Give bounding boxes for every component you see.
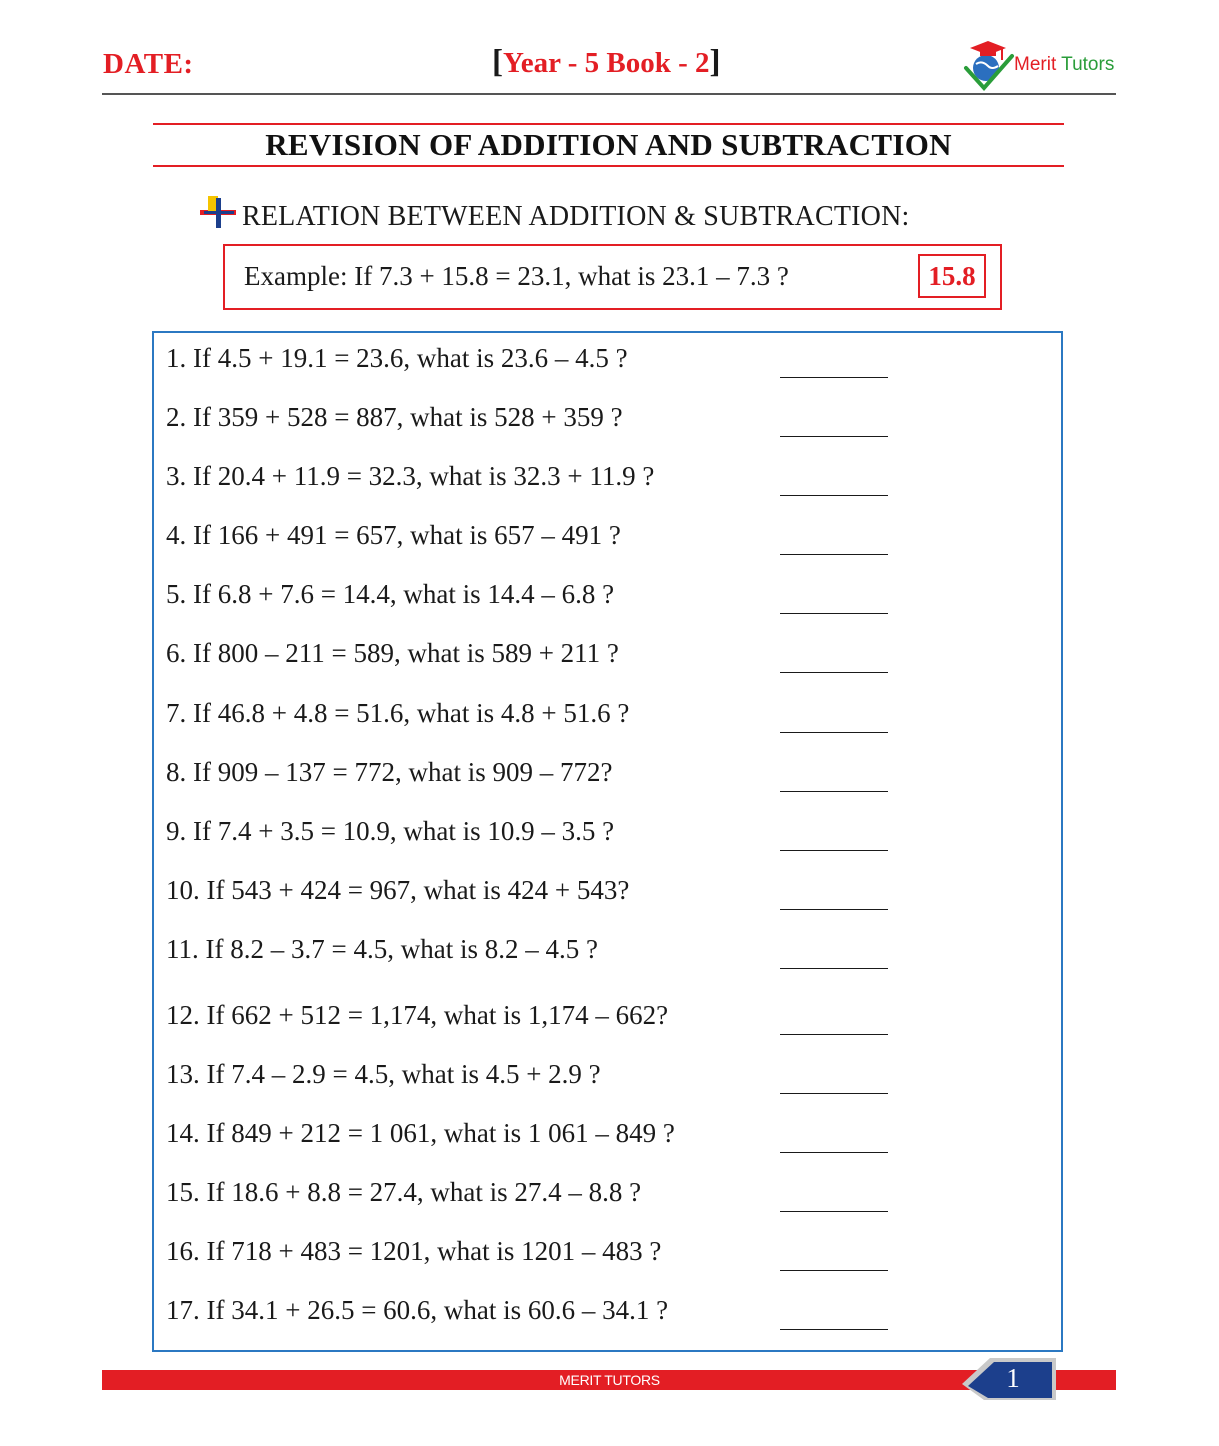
question-text: 3. If 20.4 + 11.9 = 32.3, what is 32.3 + 11.9 ?	[166, 461, 655, 491]
question-row	[166, 934, 1046, 974]
question-text: 16. If 718 + 483 = 1201, what is 1201 – 483 ?	[166, 1236, 662, 1266]
logo-merit-text: Merit	[1014, 54, 1057, 75]
question-row	[166, 638, 1046, 678]
header-divider	[102, 93, 1116, 95]
footer-brand: MERIT TUTORS	[559, 1372, 660, 1388]
question-row	[166, 520, 1046, 560]
section-heading: RELATION BETWEEN ADDITION & SUBTRACTION:	[242, 201, 910, 232]
answer-blank[interactable]	[780, 1211, 888, 1212]
page-number: 1	[1006, 1363, 1020, 1393]
question-text: 1. If 4.5 + 19.1 = 23.6, what is 23.6 – 4.5 ?	[166, 343, 628, 373]
question-text: 2. If 359 + 528 = 887, what is 528 + 359 ?	[166, 402, 623, 432]
answer-blank[interactable]	[780, 436, 888, 437]
question-text: 13. If 7.4 – 2.9 = 4.5, what is 4.5 + 2.9 ?	[166, 1059, 601, 1089]
question-row	[166, 1000, 1046, 1040]
questions-box	[152, 331, 1063, 1352]
question-row	[166, 698, 1046, 738]
answer-blank[interactable]	[780, 554, 888, 555]
example-text: Example: If 7.3 + 15.8 = 23.1, what is 23.1 – 7.3 ?	[244, 261, 789, 291]
plus-bullet-icon	[200, 196, 236, 230]
logo-graduation-globe-icon	[962, 38, 1016, 92]
question-text: 6. If 800 – 211 = 589, what is 589 + 211 ?	[166, 638, 619, 668]
question-text: 12. If 662 + 512 = 1,174, what is 1,174 – 662?	[166, 1000, 669, 1030]
question-row	[166, 875, 1046, 915]
question-text: 7. If 46.8 + 4.8 = 51.6, what is 4.8 + 51.6 ?	[166, 698, 630, 728]
answer-blank[interactable]	[780, 1329, 888, 1330]
example-box	[223, 244, 1002, 310]
answer-blank[interactable]	[780, 791, 888, 792]
title-rule-bottom	[153, 165, 1064, 167]
merit-tutors-logo	[962, 38, 1122, 92]
question-row	[166, 461, 1046, 501]
answer-blank[interactable]	[780, 672, 888, 673]
page-title: REVISION OF ADDITION AND SUBTRACTION	[265, 127, 952, 162]
book-label-text: Year - 5 Book - 2	[503, 47, 710, 79]
question-text: 5. If 6.8 + 7.6 = 14.4, what is 14.4 – 6.8 ?	[166, 579, 615, 609]
answer-blank[interactable]	[780, 732, 888, 733]
question-text: 14. If 849 + 212 = 1 061, what is 1 061 – 849 ?	[166, 1118, 675, 1148]
answer-blank[interactable]	[780, 495, 888, 496]
question-row	[166, 1295, 1046, 1335]
title-rule-top	[153, 123, 1064, 125]
answer-blank[interactable]	[780, 377, 888, 378]
book-label	[492, 44, 720, 81]
question-row	[166, 1236, 1046, 1276]
question-row	[166, 402, 1046, 442]
question-text: 9. If 7.4 + 3.5 = 10.9, what is 10.9 – 3.5 ?	[166, 816, 615, 846]
bracket-close: ]	[709, 44, 721, 80]
question-row	[166, 1059, 1046, 1099]
question-row	[166, 816, 1046, 856]
question-text: 11. If 8.2 – 3.7 = 4.5, what is 8.2 – 4.5 ?	[166, 934, 598, 964]
question-row	[166, 343, 1046, 383]
question-text: 4. If 166 + 491 = 657, what is 657 – 491 ?	[166, 520, 621, 550]
answer-blank[interactable]	[780, 1152, 888, 1153]
question-text: 10. If 543 + 424 = 967, what is 424 + 543?	[166, 875, 630, 905]
question-row	[166, 1118, 1046, 1158]
date-label: DATE:	[103, 48, 194, 80]
bracket-open: [	[492, 44, 503, 80]
answer-blank[interactable]	[780, 909, 888, 910]
example-answer: 15.8	[918, 254, 986, 298]
logo-tutors-text: Tutors	[1061, 54, 1115, 75]
question-row	[166, 1177, 1046, 1217]
question-text: 17. If 34.1 + 26.5 = 60.6, what is 60.6 – 34.1 ?	[166, 1295, 669, 1325]
answer-blank[interactable]	[780, 850, 888, 851]
question-row	[166, 757, 1046, 797]
answer-blank[interactable]	[780, 968, 888, 969]
answer-blank[interactable]	[780, 1034, 888, 1035]
logo-text	[1014, 54, 1114, 76]
question-row	[166, 579, 1046, 619]
answer-blank[interactable]	[780, 1270, 888, 1271]
question-text: 15. If 18.6 + 8.8 = 27.4, what is 27.4 – 8.8 ?	[166, 1177, 642, 1207]
answer-blank[interactable]	[780, 1093, 888, 1094]
question-text: 8. If 909 – 137 = 772, what is 909 – 772?	[166, 757, 613, 787]
answer-blank[interactable]	[780, 613, 888, 614]
